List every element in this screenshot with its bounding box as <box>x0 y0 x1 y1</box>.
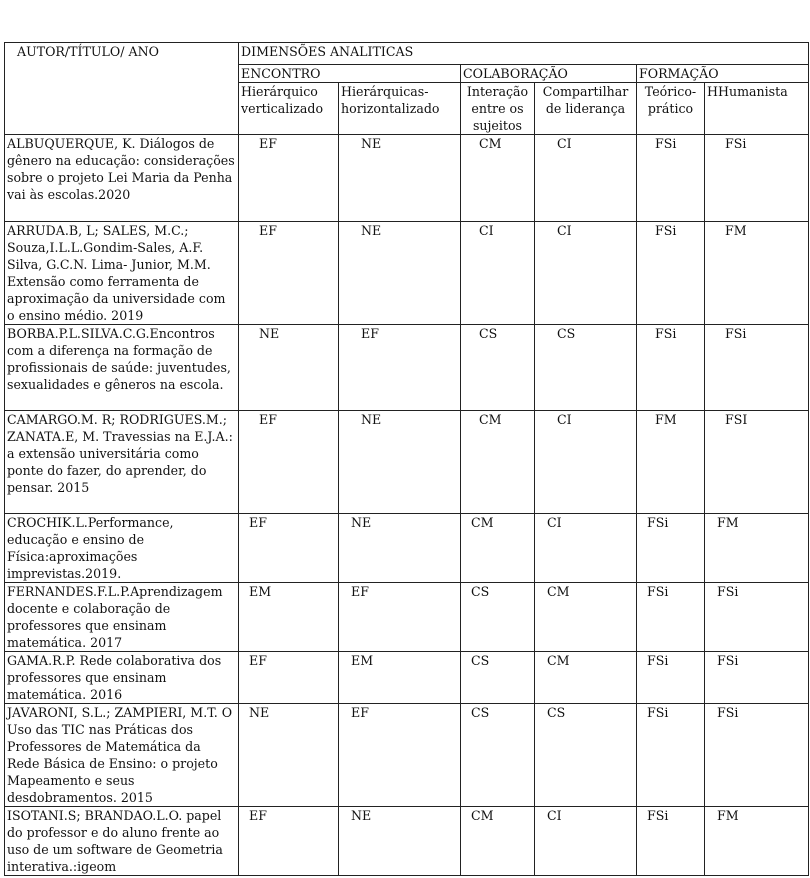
dimension-value-cell: CS <box>535 325 637 411</box>
dimension-value-cell: FSi <box>637 704 705 807</box>
dimension-value-cell: EF <box>339 583 461 652</box>
table-row <box>5 652 809 704</box>
dimension-value-cell: CI <box>535 807 637 876</box>
dimension-value-cell: EM <box>339 652 461 704</box>
author-cell: CROCHIK.L.Performance, educação e ensino de Física:aproximações imprevistas.2019. <box>5 514 239 583</box>
subheader-humanista: HHumanista <box>705 83 809 135</box>
dimension-value-cell: NE <box>339 135 461 222</box>
dimension-value-cell: CM <box>461 411 535 514</box>
dimension-value-cell: FSi <box>705 583 809 652</box>
dimension-value-cell: CS <box>461 325 535 411</box>
dimension-value-cell: CM <box>461 514 535 583</box>
dimension-value-cell: FSi <box>705 652 809 704</box>
dimension-value-cell: FSi <box>637 652 705 704</box>
dimension-value-cell: EF <box>239 514 339 583</box>
author-cell: BORBA.P.L.SILVA.C.G.Encontros com a diferença na formação de profissionais de saúde: juventudes, sexualidades e gêneros na escola. <box>5 325 239 411</box>
dimension-value-cell: CI <box>535 135 637 222</box>
table-row <box>5 411 809 514</box>
dimension-value-cell: EF <box>339 325 461 411</box>
dimension-value-cell: CS <box>535 704 637 807</box>
table-row <box>5 704 809 807</box>
table-row <box>5 135 809 222</box>
subheader-hierarquico: Hierárquico verticalizado <box>239 83 339 135</box>
dimension-value-cell: FSI <box>705 411 809 514</box>
author-cell: ALBUQUERQUE, K. Diálogos de gênero na educação: considerações sobre o projeto Lei Maria da Penha vai às escolas.2020 <box>5 135 239 222</box>
dimension-value-cell: NE <box>339 807 461 876</box>
author-cell: JAVARONI, S.L.; ZAMPIERI, M.T. O Uso das TIC nas Práticas dos Professores de Matemática da Rede Básica de Ensino: o projeto Mapeamento e seus desdobramentos. 2015 <box>5 704 239 807</box>
dimension-value-cell: FSi <box>637 222 705 325</box>
dimension-value-cell: FSi <box>637 583 705 652</box>
dimension-value-cell: CS <box>461 583 535 652</box>
dimension-value-cell: CM <box>535 583 637 652</box>
dimension-value-cell: FM <box>705 807 809 876</box>
dimension-value-cell: CI <box>535 222 637 325</box>
table-row <box>5 222 809 325</box>
dimension-value-cell: NE <box>339 514 461 583</box>
dimension-value-cell: NE <box>239 325 339 411</box>
table-row <box>5 583 809 652</box>
dimension-value-cell: FSi <box>705 135 809 222</box>
group-header-formacao: FORMAÇÃO <box>637 65 809 83</box>
dimension-value-cell: CM <box>535 652 637 704</box>
dimension-value-cell: FSi <box>705 325 809 411</box>
dimension-value-cell: EM <box>239 583 339 652</box>
analysis-table <box>4 42 809 876</box>
dimension-value-cell: CI <box>535 514 637 583</box>
subheader-hierarquicas: Hierárquicas-horizontalizado <box>339 83 461 135</box>
dimension-value-cell: CI <box>535 411 637 514</box>
group-header-colaboracao: COLABORAÇÃO <box>461 65 637 83</box>
author-cell: ISOTANI.S; BRANDAO.L.O. papel do professor e do aluno frente ao uso de um software de Geometria interativa.:igeom <box>5 807 239 876</box>
dimension-value-cell: EF <box>239 135 339 222</box>
author-cell: GAMA.R.P. Rede colaborativa dos professores que ensinam matemática. 2016 <box>5 652 239 704</box>
dimension-value-cell: EF <box>239 411 339 514</box>
author-cell: CAMARGO.M. R; RODRIGUES.M.; ZANATA.E, M. Travessias na E.J.A.: a extensão universitária como ponte do fazer, do aprender, do pensar. 2015 <box>5 411 239 514</box>
dimension-value-cell: NE <box>339 222 461 325</box>
table-row <box>5 807 809 876</box>
dimension-value-cell: FSi <box>705 704 809 807</box>
dimension-value-cell: NE <box>339 411 461 514</box>
dimension-value-cell: FM <box>705 222 809 325</box>
dimension-value-cell: FSi <box>637 807 705 876</box>
dimension-value-cell: FM <box>705 514 809 583</box>
dimension-value-cell: FM <box>637 411 705 514</box>
table-row <box>5 514 809 583</box>
dimension-value-cell: EF <box>239 807 339 876</box>
dimension-value-cell: CM <box>461 807 535 876</box>
dimension-value-cell: FSi <box>637 514 705 583</box>
group-header-encontro: ENCONTRO <box>239 65 461 83</box>
dimension-value-cell: CI <box>461 222 535 325</box>
table-row <box>5 325 809 411</box>
dimension-value-cell: FSi <box>637 135 705 222</box>
dimension-value-cell: CM <box>461 135 535 222</box>
dimension-value-cell: CS <box>461 652 535 704</box>
subheader-compartilhar: Compartilhar de liderança <box>535 83 637 135</box>
author-column-header: AUTOR/TÍTULO/ ANO <box>5 43 239 135</box>
dimension-value-cell: EF <box>239 222 339 325</box>
author-cell: FERNANDES.F.L.P.Aprendizagem docente e colaboração de professores que ensinam matemática. 2017 <box>5 583 239 652</box>
dimension-value-cell: EF <box>239 652 339 704</box>
dimension-value-cell: CS <box>461 704 535 807</box>
author-cell: ARRUDA.B, L; SALES, M.C.; Souza,I.L.L.Gondim-Sales, A.F. Silva, G.C.N. Lima- Junior, M.M. Extensão como ferramenta de aproximação da universidade com o ensino médio. 2019 <box>5 222 239 325</box>
dimensions-header: DIMENSÕES ANALITICAS <box>239 43 809 65</box>
subheader-teorico: Teórico-prático <box>637 83 705 135</box>
dimension-value-cell: NE <box>239 704 339 807</box>
subheader-interacao: Interação entre os sujeitos <box>461 83 535 135</box>
dimension-value-cell: FSi <box>637 325 705 411</box>
dimension-value-cell: EF <box>339 704 461 807</box>
